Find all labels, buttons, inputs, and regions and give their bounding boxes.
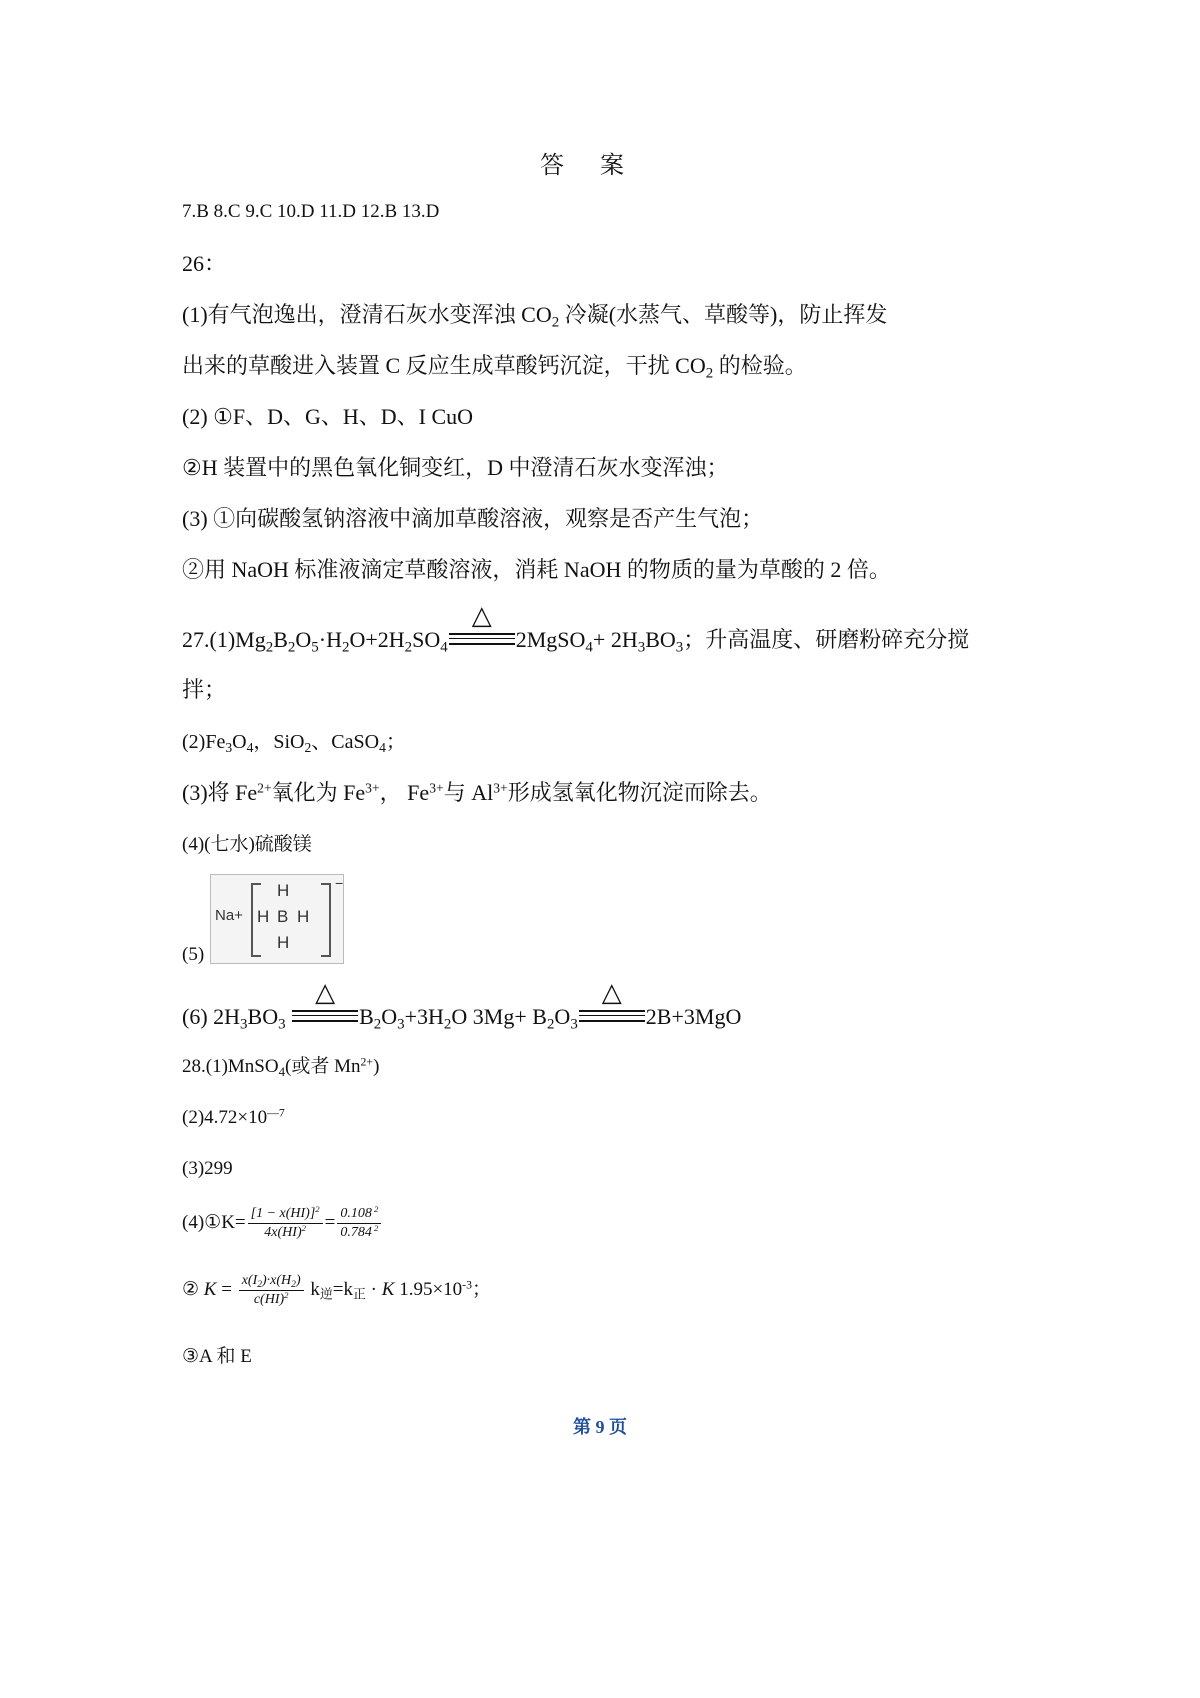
text-run: ； bbox=[471, 1278, 491, 1300]
text-run: ②用 NaOH 标准液滴定草酸溶液，消耗 NaOH 的物质的量为草酸的 2 倍。 bbox=[182, 557, 891, 582]
superscript: -3 bbox=[462, 1278, 472, 1292]
text-run: O bbox=[295, 627, 312, 652]
text-run: ，SiO bbox=[253, 731, 305, 753]
subscript: 3 bbox=[240, 1016, 248, 1033]
superscript: 2 bbox=[371, 1223, 379, 1234]
text-run: 26： bbox=[182, 251, 227, 276]
italic-symbol: K bbox=[381, 1278, 395, 1300]
multiple-choice-answers bbox=[182, 197, 439, 227]
text-run: (2)4.72×10 bbox=[182, 1107, 268, 1128]
text-run: BO bbox=[645, 627, 676, 652]
subscript: 2 bbox=[291, 1279, 296, 1290]
text-run: 与 Al bbox=[443, 780, 494, 805]
subscript: 2 bbox=[287, 639, 296, 656]
subscript: 5 bbox=[311, 639, 319, 656]
numerator bbox=[337, 1205, 381, 1224]
text-run: 0.784 bbox=[340, 1225, 372, 1240]
fraction bbox=[239, 1272, 304, 1309]
superscript: 3+ bbox=[365, 780, 380, 796]
superscript: 2 bbox=[371, 1204, 379, 1215]
page-title: 答案 bbox=[540, 151, 660, 179]
text-run: ② bbox=[182, 1278, 204, 1300]
text-run: 1.95×10 bbox=[394, 1278, 463, 1300]
text-run: )·x(H bbox=[262, 1273, 292, 1288]
text-run: 形成氢氧化物沉淀而除去。 bbox=[507, 780, 772, 805]
nabh4-lewis-structure-image bbox=[210, 874, 344, 964]
text-run: (或者 Mn bbox=[285, 1056, 361, 1077]
text-run: + 2H bbox=[592, 627, 638, 652]
q26-part2-line1 bbox=[182, 402, 473, 432]
text-run: +3H bbox=[404, 1004, 444, 1029]
text-run: 拌； bbox=[182, 677, 227, 702]
subscript: 3 bbox=[225, 740, 233, 756]
text-run: 2B+3MgO bbox=[645, 1004, 742, 1029]
heating-reaction-sign bbox=[292, 978, 358, 1022]
text-run: (2)Fe bbox=[182, 731, 226, 753]
superscript: —7 bbox=[267, 1106, 285, 1120]
text-run: 冷凝(水蒸气、草酸等)，防止挥发 bbox=[559, 302, 888, 327]
text-run: ) bbox=[295, 1273, 301, 1288]
boron-atom: B bbox=[277, 907, 289, 926]
italic-symbol: K bbox=[203, 1278, 217, 1300]
text-run: SO bbox=[412, 627, 441, 652]
text-run: (6) 2H bbox=[182, 1004, 241, 1029]
q28-part1 bbox=[182, 1052, 379, 1082]
right-bracket bbox=[321, 883, 331, 957]
text-run: ③A 和 E bbox=[182, 1346, 252, 1367]
subscript: 3 bbox=[637, 639, 646, 656]
q27-part1-line2 bbox=[182, 675, 226, 705]
heat-triangle-icon: △ bbox=[471, 601, 492, 630]
text-run: 2MgSO bbox=[515, 627, 586, 652]
text-run: (4)(七水)硫酸镁 bbox=[182, 834, 312, 855]
text-run: B bbox=[359, 1004, 374, 1029]
subscript: 2 bbox=[304, 740, 312, 756]
text-run: 27.(1)Mg bbox=[182, 627, 266, 652]
q27-part1-line1 bbox=[182, 601, 970, 656]
text-run: ；升高温度、研磨粉碎充分搅 bbox=[683, 627, 970, 652]
hydrogen-top: H bbox=[277, 881, 290, 900]
subscript: 3 bbox=[278, 1016, 286, 1033]
denominator bbox=[251, 1291, 292, 1309]
text-run: ·H bbox=[318, 627, 342, 652]
subscript: 4 bbox=[440, 639, 448, 656]
numerator bbox=[248, 1205, 323, 1224]
subscript: 4 bbox=[278, 1063, 286, 1079]
heating-reaction-sign bbox=[449, 601, 515, 645]
text-run: O+2H bbox=[349, 627, 405, 652]
text-run: 的检验。 bbox=[713, 353, 807, 378]
superscript: 2 bbox=[301, 1223, 306, 1234]
q27-part2 bbox=[182, 727, 406, 757]
text-run: k bbox=[305, 1278, 320, 1300]
q27-part3 bbox=[182, 778, 772, 808]
subscript: 2 bbox=[341, 639, 350, 656]
q28-part4-formula2 bbox=[182, 1272, 491, 1309]
subscript: 2 bbox=[551, 314, 560, 331]
text-run: 28.(1)MnSO bbox=[182, 1056, 279, 1077]
subscript: 4 bbox=[379, 740, 386, 756]
text-run: (2) ①F、D、G、H、D、I CuO bbox=[182, 404, 474, 429]
text-run: 4x(HI) bbox=[264, 1225, 302, 1240]
denominator bbox=[261, 1224, 309, 1242]
text-run: x(I bbox=[241, 1273, 258, 1288]
text-run: (3)将 Fe bbox=[182, 780, 258, 805]
q26-part3-line2 bbox=[182, 555, 891, 585]
fraction bbox=[248, 1205, 323, 1242]
fraction bbox=[337, 1205, 381, 1242]
text-run: O bbox=[554, 1004, 571, 1029]
q26-heading bbox=[182, 249, 226, 279]
text-run: 出来的草酸进入装置 C 反应生成草酸钙沉淀，干扰 CO bbox=[182, 353, 706, 378]
sodium-cation: Na+ bbox=[215, 907, 243, 924]
denominator bbox=[337, 1224, 381, 1242]
subscript: 3 bbox=[397, 1016, 405, 1033]
subscript: 2 bbox=[705, 365, 714, 382]
text-run: O 3Mg+ B bbox=[451, 1004, 547, 1029]
text-run: [1 − x(HI)] bbox=[250, 1206, 316, 1221]
text-run: =k bbox=[332, 1278, 353, 1300]
text-run: ②H 装置中的黑色氧化铜变红，D 中澄清石灰水变浑浊； bbox=[182, 455, 729, 480]
text-run: ) bbox=[373, 1056, 380, 1077]
q26-part1-line2 bbox=[182, 351, 807, 381]
text-run: · bbox=[365, 1278, 382, 1300]
superscript: 3+ bbox=[493, 780, 508, 796]
subscript: 3 bbox=[570, 1016, 578, 1033]
text-run: (1)有气泡逸出，澄清石灰水变浑浊 CO bbox=[182, 302, 552, 327]
q27-part5-label bbox=[182, 940, 204, 970]
text-run: (5) bbox=[182, 944, 205, 965]
subscript: 2 bbox=[404, 639, 413, 656]
subscript: 逆 bbox=[319, 1286, 333, 1302]
subscript: 2 bbox=[257, 1279, 263, 1290]
text-run: c(HI) bbox=[253, 1292, 285, 1307]
superscript: 2+ bbox=[257, 780, 272, 796]
subscript: 2 bbox=[443, 1016, 452, 1033]
q26-part2-line2 bbox=[182, 453, 729, 483]
subscript: 2 bbox=[265, 639, 274, 656]
page-number: 第 9 页 bbox=[573, 1417, 627, 1437]
text-run: B bbox=[273, 627, 288, 652]
hydrogen-right: H bbox=[297, 907, 310, 926]
text-run: BO bbox=[247, 1004, 279, 1029]
text-run: 、CaSO bbox=[311, 731, 380, 753]
q28-part4-formula1 bbox=[182, 1205, 383, 1242]
superscript: 3+ bbox=[429, 780, 444, 796]
text-run: 0.108 bbox=[340, 1206, 372, 1221]
q28-part3 bbox=[182, 1154, 233, 1184]
q26-part1-line1 bbox=[182, 300, 887, 330]
text-run: O bbox=[232, 731, 247, 753]
numerator bbox=[239, 1272, 304, 1291]
q28-part2 bbox=[182, 1103, 285, 1133]
subscript: 2 bbox=[373, 1016, 382, 1033]
heating-reaction-sign bbox=[579, 978, 645, 1022]
subscript: 正 bbox=[353, 1286, 366, 1302]
heat-triangle-icon: △ bbox=[601, 978, 622, 1007]
subscript: 4 bbox=[246, 740, 254, 756]
text-run: 7.B 8.C 9.C 10.D 11.D 12.B 13.D bbox=[182, 201, 440, 222]
subscript: 2 bbox=[546, 1016, 555, 1033]
superscript: 2 bbox=[284, 1290, 289, 1301]
q26-part3-line1 bbox=[182, 504, 763, 534]
text-run: = bbox=[216, 1278, 237, 1300]
text-run: 氧化为 Fe bbox=[271, 780, 366, 805]
hydrogen-bottom: H bbox=[277, 933, 290, 952]
text-run: (3)299 bbox=[182, 1158, 233, 1179]
subscript: 4 bbox=[585, 639, 593, 656]
hydrogen-left: H bbox=[257, 907, 270, 926]
q27-part4 bbox=[182, 830, 312, 860]
heat-triangle-icon: △ bbox=[315, 978, 336, 1007]
subscript: 3 bbox=[675, 639, 684, 656]
text-run: = bbox=[324, 1211, 336, 1233]
text-run: O bbox=[381, 1004, 398, 1029]
text-run bbox=[286, 1004, 292, 1029]
anion-charge: − bbox=[335, 875, 344, 891]
text-run: ， Fe bbox=[379, 780, 430, 805]
text-run: (3) ①向碳酸氢钠溶液中滴加草酸溶液，观察是否产生气泡； bbox=[182, 506, 764, 531]
text-run: (4)①K= bbox=[182, 1211, 246, 1233]
q27-part6 bbox=[182, 978, 742, 1033]
superscript: 2 bbox=[315, 1204, 320, 1215]
superscript: 2+ bbox=[360, 1055, 374, 1069]
q28-part4-answer3 bbox=[182, 1342, 252, 1372]
text-run: ； bbox=[385, 731, 406, 753]
